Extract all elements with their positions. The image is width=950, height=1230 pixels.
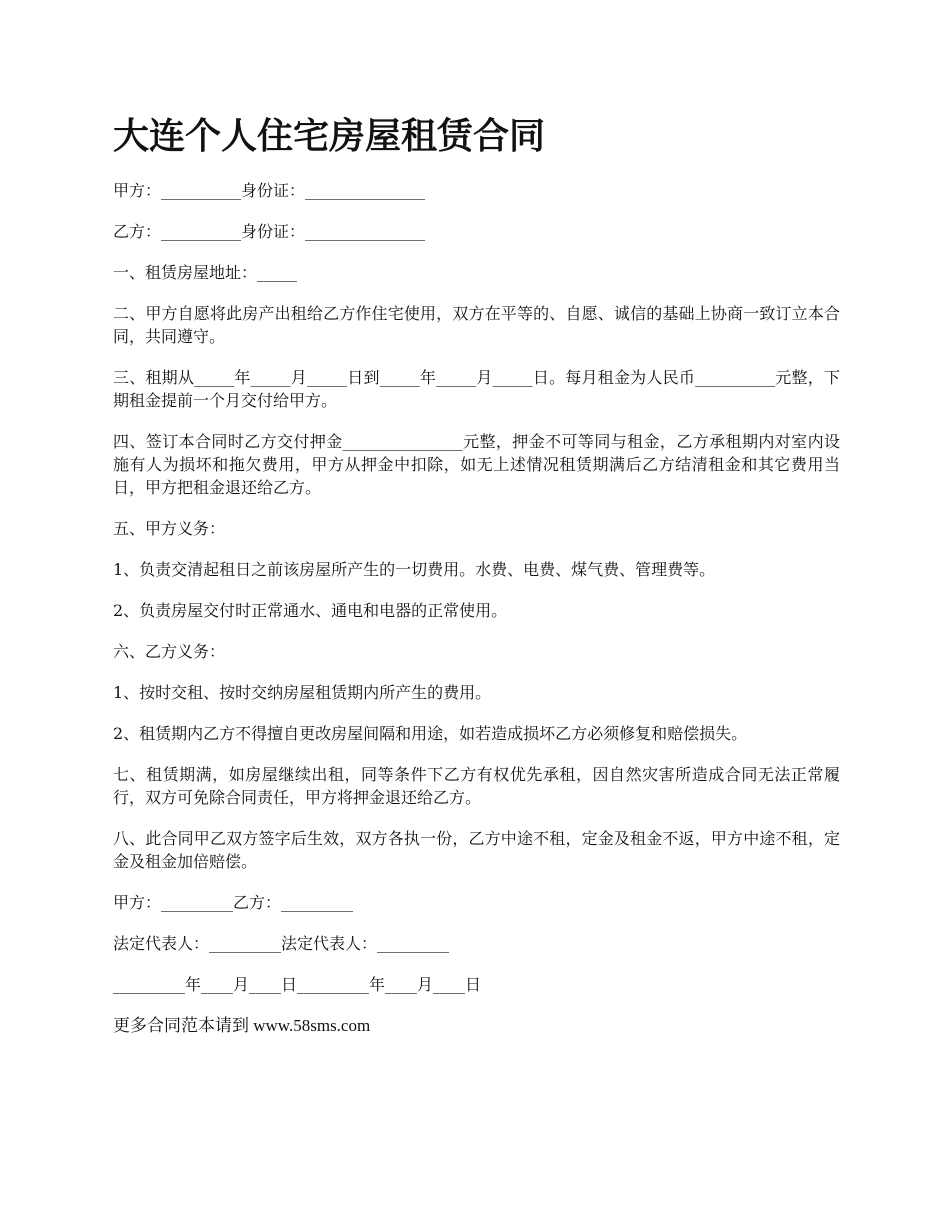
clause-6-item-1: 1、按时交租、按时交纳房屋租赁期内所产生的费用。 [113,683,492,702]
clause-6-item-2: 2、租赁期内乙方不得擅自更改房屋间隔和用途，如若造成损坏乙方必须修复和赔偿损失。 [113,724,748,743]
clause-5-item-2: 2、负责房屋交付时正常通水、通电和电器的正常使用。 [113,601,508,620]
document-title: 大连个人住宅房屋租赁合同 [113,115,546,157]
clause-5-heading: 五、甲方义务： [113,519,226,538]
clause-6-heading: 六、乙方义务： [113,642,226,661]
contract-page [113,110,840,1055]
footer-link-text: 更多合同范本请到 www.58sms.com [113,1016,371,1035]
party-b-line: 乙方：__________身份证：_______________ [113,222,426,241]
clause-7-renewal: 七、租赁期满，如房屋继续出租，同等条件下乙方有权优先承租，因自然灾害所造成合同无法正常履行，双方可免除合同责任，甲方将押金退还给乙方。 [113,765,840,807]
clause-4-deposit: 四、签订本合同时乙方交付押金_______________元整，押金不可等同与租金，乙方承租期内对室内设施有人为损坏和拖欠费用，甲方从押金中扣除，如无上述情况租赁期满后乙方结清租金和其它费用当日，甲方把租金退还给乙方。 [113,432,840,497]
clause-8-effect: 八、此合同甲乙双方签字后生效，双方各执一份，乙方中途不租，定金及租金不返，甲方中途不租，定金及租金加倍赔偿。 [113,829,840,871]
clause-2-purpose: 二、甲方自愿将此房产出租给乙方作住宅使用，双方在平等的、自愿、诚信的基础上协商一致订立本合同，共同遵守。 [113,304,840,346]
legal-representative-line: 法定代表人：_________法定代表人：_________ [113,934,450,953]
clause-1-address: 一、租赁房屋地址：_____ [113,263,298,282]
clause-3-term-rent: 三、租期从_____年_____月_____日到_____年_____月_____日。每月租金为人民币__________元整，下期租金提前一个月交付给甲方。 [113,368,840,410]
party-a-line: 甲方：__________身份证：_______________ [113,181,426,200]
clause-5-item-1: 1、负责交清起租日之前该房屋所产生的一切费用。水费、电费、煤气费、管理费等。 [113,560,716,579]
date-line: _________年____月____日_________年____月____日 [113,975,482,994]
signature-line: 甲方：_________乙方：_________ [113,893,354,912]
